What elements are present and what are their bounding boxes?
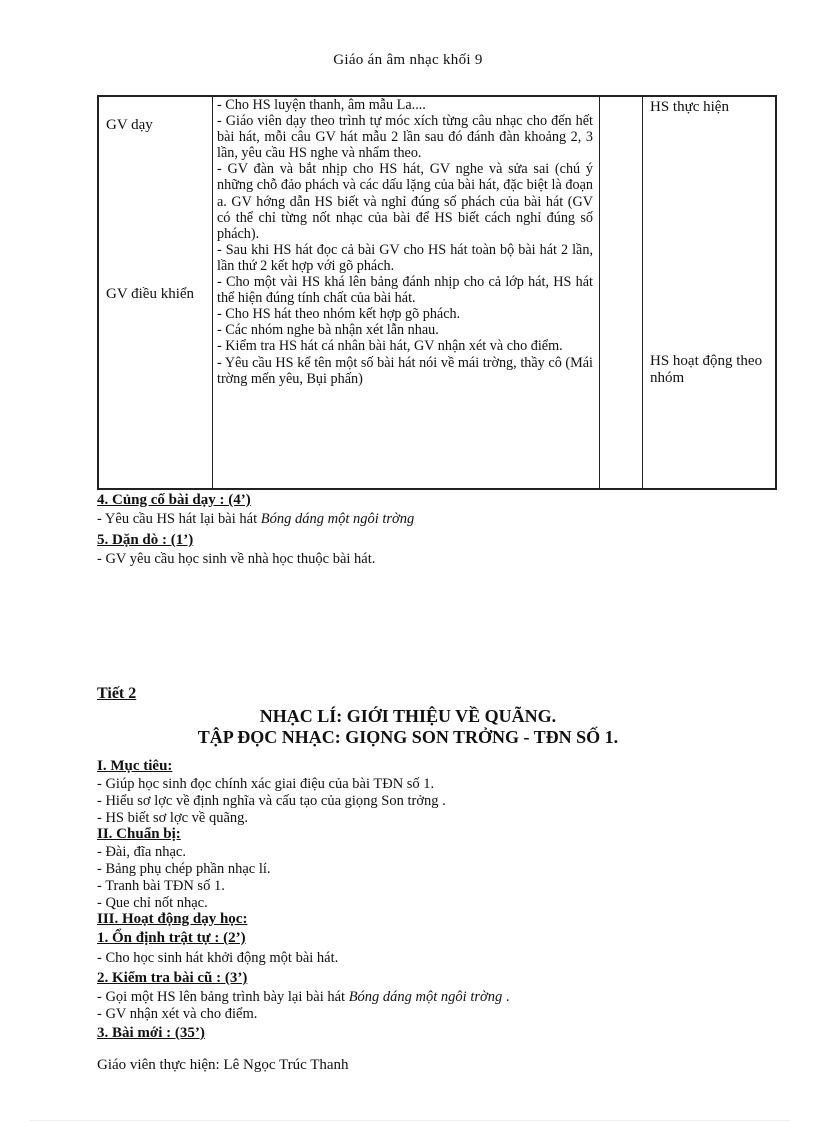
section4-heading: 4. Củng cố bài dạy : (4’) bbox=[97, 492, 251, 508]
teacher-footer: Giáo viên thực hiện: Lê Ngọc Trúc Thanh bbox=[97, 1057, 349, 1073]
role-hs-do: HS thực hiện bbox=[650, 99, 729, 115]
activity-item: - Cho một vài HS khá lên bảng đánh nhịp cho cả lớp hát, HS hát thể hiện đúng tính chất của bài hát. bbox=[217, 274, 593, 307]
activity-item: - Sau khi HS hát đọc cả bài GV cho HS hát toàn bộ bài hát 2 lần, lần thứ 2 kết hợp với gõ phách. bbox=[217, 241, 593, 274]
lesson-plan-table bbox=[97, 95, 777, 490]
section5-heading: 5. Dặn dò : (1’) bbox=[97, 532, 194, 548]
song-title: Bóng dáng một ngôi trờng bbox=[260, 511, 415, 527]
goal-item: - Hiểu sơ lợc về định nghĩa và cấu tạo của giọng Son trởng . bbox=[97, 793, 446, 809]
activity-item: - Yêu cầu HS kể tên một số bài hát nói về mái trờng, thầy cô (Mái trờng mến yêu, Bụi phấn) bbox=[217, 354, 593, 387]
new-lesson-heading: 3. Bài mới : (35’) bbox=[97, 1025, 205, 1041]
activity-item: - Cho HS hát theo nhóm kết hợp gõ phách. bbox=[217, 306, 461, 323]
song-title: Bóng dáng một ngôi trờng bbox=[348, 989, 503, 1005]
goal-item: - HS biết sơ lợc về quãng. bbox=[97, 810, 249, 826]
page-header: Giáo án âm nhạc khối 9 bbox=[333, 52, 483, 68]
lesson-label: Tiết 2 bbox=[97, 685, 137, 702]
prep-item: - Bảng phụ chép phần nhạc lí. bbox=[97, 861, 271, 877]
lesson-title-1: NHẠC LÍ: GIỚI THIỆU VỀ QUÃNG. bbox=[259, 706, 557, 726]
prep-item: - Tranh bài TĐN số 1. bbox=[97, 878, 225, 894]
activity-item: - Các nhóm nghe bà nhận xét lẫn nhau. bbox=[217, 322, 439, 339]
prep-heading: II. Chuẩn bị: bbox=[97, 826, 181, 842]
activity-item: - Kiểm tra HS hát cá nhân bài hát, GV nhận xét và cho điểm. bbox=[217, 338, 563, 355]
empty-cell bbox=[600, 96, 643, 489]
role-gv-teach: GV dạy bbox=[106, 117, 153, 133]
page-bottom-rule bbox=[30, 1120, 790, 1121]
order-text: - Cho học sinh hát khởi động một bài hát. bbox=[97, 950, 339, 966]
activity-item: - Giáo viên dạy theo trình tự móc xích từng câu nhạc cho đến hết bài hát, mỗi câu GV hát mẫu 2 lần sau đó đánh đàn khoảng 2, 3 lần, yêu cầu HS nghe và nhẩm theo. bbox=[217, 113, 593, 162]
section5-text: - GV yêu cầu học sinh về nhà học thuộc bài hát. bbox=[97, 551, 376, 567]
activity-item: - Cho HS luyện thanh, âm mẫu La.... bbox=[217, 97, 426, 113]
order-heading: 1. Ổn định trật tự : (2’) bbox=[97, 930, 246, 946]
lesson-title-2: TẬP ĐỌC NHẠC: GIỌNG SON TRỞNG - TĐN SỐ 1. bbox=[197, 727, 619, 747]
prep-item: - Que chỉ nốt nhạc. bbox=[97, 895, 208, 911]
goals-heading: I. Mục tiêu: bbox=[97, 758, 173, 774]
review-text: - Gọi một HS lên bảng trình bày lại bài hát Bóng dáng một ngôi trờng . bbox=[97, 989, 510, 1005]
goal-item: - Giúp học sinh đọc chính xác giai điệu của bài TĐN số 1. bbox=[97, 776, 435, 792]
role-gv-control: GV điều khiển bbox=[106, 286, 195, 302]
section4-text: - Yêu cầu HS hát lại bài hát Bóng dáng một ngôi trờng bbox=[97, 511, 415, 527]
activities-heading: III. Hoạt động dạy học: bbox=[97, 911, 248, 927]
activities-cell bbox=[213, 96, 600, 489]
teacher-role-cell bbox=[98, 96, 213, 489]
role-hs-group: HS hoạt động theo nhóm bbox=[650, 353, 763, 386]
prep-item: - Đài, đĩa nhạc. bbox=[97, 844, 186, 860]
review-text-2: - GV nhận xét và cho điểm. bbox=[97, 1006, 258, 1022]
student-role-cell bbox=[643, 96, 777, 489]
activity-item: - GV đàn và bắt nhịp cho HS hát, GV nghe và sửa sai (chú ý những chỗ đảo phách và các dấu lặng của bài hát, đặc biệt là đoạn a. GV hớng dẫn HS biết và nghỉ đúng số phách của bài hát (GV có thể chỉ từng nốt nhạc của bài để HS biết cách nghỉ đúng số phách). bbox=[217, 161, 593, 242]
review-heading: 2. Kiểm tra bài cũ : (3’) bbox=[97, 970, 248, 986]
